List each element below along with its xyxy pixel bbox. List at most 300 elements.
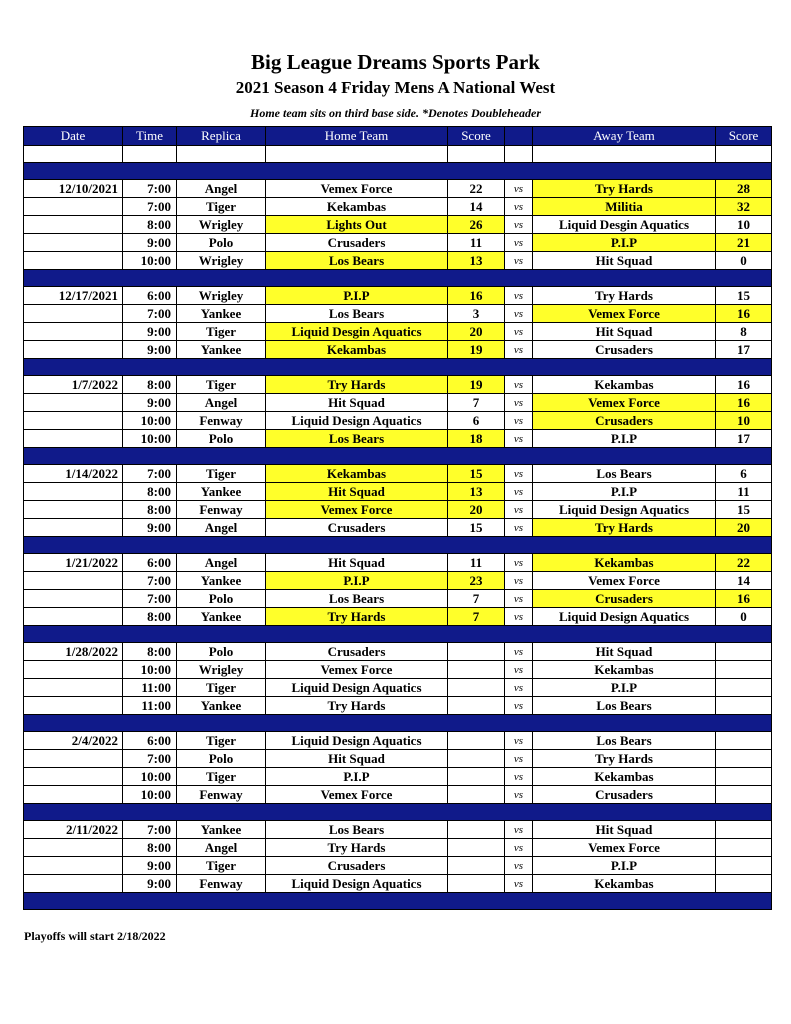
home-team: Liquid Design Aquatics xyxy=(266,732,448,750)
vs-label: vs xyxy=(505,341,533,359)
home-team: Los Bears xyxy=(266,590,448,608)
home-score: 23 xyxy=(448,572,505,590)
game-replica: Yankee xyxy=(177,821,266,839)
game-replica: Yankee xyxy=(177,483,266,501)
week-separator-row xyxy=(24,163,772,180)
week-separator xyxy=(24,893,772,910)
game-row xyxy=(24,750,772,768)
vs-label: vs xyxy=(505,234,533,252)
game-replica: Fenway xyxy=(177,875,266,893)
away-score xyxy=(716,697,772,715)
home-team: Vemex Force xyxy=(266,180,448,198)
game-row xyxy=(24,180,772,198)
game-date xyxy=(24,839,123,857)
header-row xyxy=(24,127,772,146)
vs-label: vs xyxy=(505,483,533,501)
away-team: Try Hards xyxy=(533,750,716,768)
game-time: 7:00 xyxy=(123,590,177,608)
game-row xyxy=(24,483,772,501)
week-separator-row xyxy=(24,715,772,732)
game-date xyxy=(24,786,123,804)
home-score: 20 xyxy=(448,323,505,341)
week-separator xyxy=(24,359,772,376)
game-replica: Tiger xyxy=(177,323,266,341)
game-row xyxy=(24,394,772,412)
game-date xyxy=(24,857,123,875)
game-date xyxy=(24,305,123,323)
game-date: 1/28/2022 xyxy=(24,643,123,661)
home-score xyxy=(448,643,505,661)
game-time: 8:00 xyxy=(123,216,177,234)
week-separator xyxy=(24,537,772,554)
game-date: 1/7/2022 xyxy=(24,376,123,394)
away-score: 22 xyxy=(716,554,772,572)
game-replica: Tiger xyxy=(177,679,266,697)
home-team: Kekambas xyxy=(266,465,448,483)
vs-label: vs xyxy=(505,608,533,626)
home-score xyxy=(448,661,505,679)
home-team: Liquid Desgin Aquatics xyxy=(266,323,448,341)
away-team: Crusaders xyxy=(533,590,716,608)
away-score xyxy=(716,661,772,679)
vs-label: vs xyxy=(505,216,533,234)
home-score: 18 xyxy=(448,430,505,448)
game-time: 11:00 xyxy=(123,697,177,715)
away-score xyxy=(716,768,772,786)
game-time: 7:00 xyxy=(123,821,177,839)
game-replica: Polo xyxy=(177,643,266,661)
vs-label: vs xyxy=(505,430,533,448)
game-time: 8:00 xyxy=(123,501,177,519)
vs-label: vs xyxy=(505,180,533,198)
away-score xyxy=(716,875,772,893)
game-time: 8:00 xyxy=(123,643,177,661)
vs-label: vs xyxy=(505,287,533,305)
game-row xyxy=(24,875,772,893)
vs-label: vs xyxy=(505,394,533,412)
home-score: 20 xyxy=(448,501,505,519)
playoffs-note: Playoffs will start 2/18/2022 xyxy=(24,929,166,943)
game-time: 9:00 xyxy=(123,875,177,893)
away-score: 16 xyxy=(716,305,772,323)
away-team: Liquid Design Aquatics xyxy=(533,608,716,626)
game-date xyxy=(24,501,123,519)
col-header-date: Date xyxy=(24,127,123,146)
home-score: 15 xyxy=(448,519,505,537)
game-row xyxy=(24,287,772,305)
game-time: 8:00 xyxy=(123,839,177,857)
game-date xyxy=(24,198,123,216)
home-score: 26 xyxy=(448,216,505,234)
away-team: Crusaders xyxy=(533,412,716,430)
away-team: Vemex Force xyxy=(533,305,716,323)
game-replica: Tiger xyxy=(177,768,266,786)
col-header-away-score: Score xyxy=(716,127,772,146)
vs-label: vs xyxy=(505,376,533,394)
game-date xyxy=(24,750,123,768)
away-score: 16 xyxy=(716,590,772,608)
away-score xyxy=(716,679,772,697)
home-score: 11 xyxy=(448,234,505,252)
game-row xyxy=(24,234,772,252)
game-time: 10:00 xyxy=(123,661,177,679)
away-team: Vemex Force xyxy=(533,839,716,857)
home-score: 19 xyxy=(448,341,505,359)
away-team: Hit Squad xyxy=(533,643,716,661)
vs-label: vs xyxy=(505,768,533,786)
home-team: Vemex Force xyxy=(266,661,448,679)
away-team: Hit Squad xyxy=(533,821,716,839)
blank-cell xyxy=(505,146,533,163)
game-date xyxy=(24,252,123,270)
vs-label: vs xyxy=(505,519,533,537)
game-replica: Yankee xyxy=(177,608,266,626)
home-score xyxy=(448,768,505,786)
vs-label: vs xyxy=(505,839,533,857)
away-team: Kekambas xyxy=(533,875,716,893)
game-row xyxy=(24,732,772,750)
game-row xyxy=(24,821,772,839)
week-separator-row xyxy=(24,448,772,465)
game-time: 9:00 xyxy=(123,519,177,537)
week-separator xyxy=(24,448,772,465)
vs-label: vs xyxy=(505,572,533,590)
vs-label: vs xyxy=(505,786,533,804)
home-score: 15 xyxy=(448,465,505,483)
away-score: 15 xyxy=(716,501,772,519)
blank-cell xyxy=(266,146,448,163)
game-date xyxy=(24,234,123,252)
vs-label: vs xyxy=(505,590,533,608)
game-row xyxy=(24,305,772,323)
vs-label: vs xyxy=(505,661,533,679)
vs-label: vs xyxy=(505,198,533,216)
week-separator-row xyxy=(24,537,772,554)
game-time: 10:00 xyxy=(123,768,177,786)
game-replica: Fenway xyxy=(177,412,266,430)
home-team: Crusaders xyxy=(266,857,448,875)
game-time: 6:00 xyxy=(123,554,177,572)
game-date: 12/17/2021 xyxy=(24,287,123,305)
game-replica: Tiger xyxy=(177,857,266,875)
home-score: 7 xyxy=(448,608,505,626)
home-score xyxy=(448,697,505,715)
home-team: Lights Out xyxy=(266,216,448,234)
game-replica: Angel xyxy=(177,519,266,537)
away-score xyxy=(716,643,772,661)
game-time: 10:00 xyxy=(123,412,177,430)
away-score: 0 xyxy=(716,252,772,270)
game-date xyxy=(24,590,123,608)
blank-cell xyxy=(123,146,177,163)
vs-label: vs xyxy=(505,697,533,715)
game-date: 1/14/2022 xyxy=(24,465,123,483)
game-time: 8:00 xyxy=(123,483,177,501)
vs-label: vs xyxy=(505,554,533,572)
home-team: Vemex Force xyxy=(266,501,448,519)
away-team: P.I.P xyxy=(533,234,716,252)
week-separator xyxy=(24,270,772,287)
home-score xyxy=(448,839,505,857)
away-team: P.I.P xyxy=(533,679,716,697)
game-time: 8:00 xyxy=(123,608,177,626)
game-row xyxy=(24,465,772,483)
game-replica: Tiger xyxy=(177,732,266,750)
home-score xyxy=(448,750,505,768)
home-team: Try Hards xyxy=(266,697,448,715)
game-replica: Wrigley xyxy=(177,287,266,305)
game-replica: Angel xyxy=(177,839,266,857)
away-team: Kekambas xyxy=(533,376,716,394)
game-replica: Polo xyxy=(177,430,266,448)
game-replica: Polo xyxy=(177,234,266,252)
game-replica: Angel xyxy=(177,180,266,198)
home-score: 14 xyxy=(448,198,505,216)
away-score xyxy=(716,821,772,839)
away-score: 14 xyxy=(716,572,772,590)
game-time: 7:00 xyxy=(123,305,177,323)
week-separator xyxy=(24,163,772,180)
home-team: Los Bears xyxy=(266,430,448,448)
home-score xyxy=(448,732,505,750)
away-team: Hit Squad xyxy=(533,252,716,270)
away-team: Try Hards xyxy=(533,287,716,305)
away-team: P.I.P xyxy=(533,857,716,875)
game-time: 9:00 xyxy=(123,394,177,412)
game-row xyxy=(24,572,772,590)
schedule-table xyxy=(23,126,772,910)
game-row xyxy=(24,608,772,626)
home-score xyxy=(448,786,505,804)
col-header-away-team: Away Team xyxy=(533,127,716,146)
away-score: 28 xyxy=(716,180,772,198)
week-separator-row xyxy=(24,804,772,821)
game-time: 9:00 xyxy=(123,234,177,252)
game-row xyxy=(24,412,772,430)
game-row xyxy=(24,216,772,234)
game-replica: Polo xyxy=(177,590,266,608)
home-score: 7 xyxy=(448,394,505,412)
game-replica: Fenway xyxy=(177,786,266,804)
home-team: P.I.P xyxy=(266,768,448,786)
game-row xyxy=(24,376,772,394)
game-date: 2/4/2022 xyxy=(24,732,123,750)
col-header-home-team: Home Team xyxy=(266,127,448,146)
home-score: 13 xyxy=(448,483,505,501)
home-score xyxy=(448,679,505,697)
away-team: Hit Squad xyxy=(533,323,716,341)
week-separator xyxy=(24,715,772,732)
blank-cell xyxy=(448,146,505,163)
game-replica: Wrigley xyxy=(177,661,266,679)
game-time: 6:00 xyxy=(123,732,177,750)
home-score: 7 xyxy=(448,590,505,608)
game-row xyxy=(24,786,772,804)
home-team: Los Bears xyxy=(266,305,448,323)
home-team: Hit Squad xyxy=(266,750,448,768)
game-row xyxy=(24,430,772,448)
away-score: 16 xyxy=(716,376,772,394)
away-team: Liquid Design Aquatics xyxy=(533,501,716,519)
vs-label: vs xyxy=(505,305,533,323)
away-score: 17 xyxy=(716,430,772,448)
game-replica: Fenway xyxy=(177,501,266,519)
game-time: 10:00 xyxy=(123,786,177,804)
game-row xyxy=(24,768,772,786)
away-score: 10 xyxy=(716,216,772,234)
home-team: Crusaders xyxy=(266,643,448,661)
season-subtitle: 2021 Season 4 Friday Mens A National West xyxy=(235,78,556,97)
game-date xyxy=(24,412,123,430)
away-team: Crusaders xyxy=(533,341,716,359)
away-score: 0 xyxy=(716,608,772,626)
away-score: 16 xyxy=(716,394,772,412)
game-date xyxy=(24,875,123,893)
home-score xyxy=(448,821,505,839)
home-score: 11 xyxy=(448,554,505,572)
game-date: 1/21/2022 xyxy=(24,554,123,572)
vs-label: vs xyxy=(505,501,533,519)
schedule-body xyxy=(24,146,772,910)
away-team: Vemex Force xyxy=(533,572,716,590)
game-replica: Tiger xyxy=(177,465,266,483)
game-replica: Tiger xyxy=(177,376,266,394)
home-score: 19 xyxy=(448,376,505,394)
home-team: Liquid Design Aquatics xyxy=(266,412,448,430)
away-team: P.I.P xyxy=(533,483,716,501)
blank-row xyxy=(24,146,772,163)
home-team: Vemex Force xyxy=(266,786,448,804)
home-team: Liquid Design Aquatics xyxy=(266,679,448,697)
game-replica: Yankee xyxy=(177,341,266,359)
home-team: Hit Squad xyxy=(266,394,448,412)
away-score: 15 xyxy=(716,287,772,305)
away-team: Militia xyxy=(533,198,716,216)
vs-label: vs xyxy=(505,857,533,875)
away-score xyxy=(716,750,772,768)
away-team: Kekambas xyxy=(533,554,716,572)
away-team: Liquid Desgin Aquatics xyxy=(533,216,716,234)
vs-label: vs xyxy=(505,252,533,270)
vs-label: vs xyxy=(505,679,533,697)
game-time: 7:00 xyxy=(123,180,177,198)
game-row xyxy=(24,323,772,341)
away-score: 8 xyxy=(716,323,772,341)
game-replica: Polo xyxy=(177,750,266,768)
game-time: 9:00 xyxy=(123,857,177,875)
away-score xyxy=(716,786,772,804)
away-team: Crusaders xyxy=(533,786,716,804)
game-date xyxy=(24,216,123,234)
away-score: 6 xyxy=(716,465,772,483)
vs-label: vs xyxy=(505,732,533,750)
home-team: Try Hards xyxy=(266,839,448,857)
blank-cell xyxy=(533,146,716,163)
home-team: Los Bears xyxy=(266,252,448,270)
away-score: 10 xyxy=(716,412,772,430)
game-date: 2/11/2022 xyxy=(24,821,123,839)
week-separator xyxy=(24,626,772,643)
game-date xyxy=(24,768,123,786)
game-row xyxy=(24,697,772,715)
home-score: 13 xyxy=(448,252,505,270)
game-row xyxy=(24,519,772,537)
game-time: 9:00 xyxy=(123,323,177,341)
game-time: 6:00 xyxy=(123,287,177,305)
home-team: Liquid Design Aquatics xyxy=(266,875,448,893)
home-team: Hit Squad xyxy=(266,554,448,572)
away-team: Try Hards xyxy=(533,180,716,198)
away-score: 11 xyxy=(716,483,772,501)
home-team: Hit Squad xyxy=(266,483,448,501)
game-replica: Angel xyxy=(177,394,266,412)
week-separator-row xyxy=(24,359,772,376)
game-replica: Yankee xyxy=(177,572,266,590)
game-date xyxy=(24,394,123,412)
game-row xyxy=(24,198,772,216)
game-row xyxy=(24,590,772,608)
home-score xyxy=(448,857,505,875)
page-title: Big League Dreams Sports Park xyxy=(251,50,540,74)
blank-cell xyxy=(24,146,123,163)
away-team: Los Bears xyxy=(533,697,716,715)
home-team: Kekambas xyxy=(266,198,448,216)
home-team: P.I.P xyxy=(266,572,448,590)
game-date xyxy=(24,323,123,341)
vs-label: vs xyxy=(505,875,533,893)
col-header-time: Time xyxy=(123,127,177,146)
vs-label: vs xyxy=(505,750,533,768)
game-time: 10:00 xyxy=(123,252,177,270)
home-team: Crusaders xyxy=(266,519,448,537)
game-date xyxy=(24,608,123,626)
away-score xyxy=(716,857,772,875)
game-time: 11:00 xyxy=(123,679,177,697)
game-time: 9:00 xyxy=(123,341,177,359)
game-time: 7:00 xyxy=(123,465,177,483)
away-team: Los Bears xyxy=(533,465,716,483)
home-score: 6 xyxy=(448,412,505,430)
game-date xyxy=(24,572,123,590)
game-row xyxy=(24,341,772,359)
col-header-replica: Replica xyxy=(177,127,266,146)
week-separator-row xyxy=(24,893,772,910)
away-team: Kekambas xyxy=(533,768,716,786)
game-time: 10:00 xyxy=(123,430,177,448)
home-team: P.I.P xyxy=(266,287,448,305)
game-date xyxy=(24,430,123,448)
game-time: 8:00 xyxy=(123,376,177,394)
col-header-home-score: Score xyxy=(448,127,505,146)
away-team: Los Bears xyxy=(533,732,716,750)
game-date xyxy=(24,679,123,697)
home-score: 3 xyxy=(448,305,505,323)
away-score: 20 xyxy=(716,519,772,537)
vs-label: vs xyxy=(505,465,533,483)
home-team-note: Home team sits on third base side. *Denotes Doubleheader xyxy=(250,106,541,120)
game-row xyxy=(24,501,772,519)
away-score xyxy=(716,839,772,857)
game-replica: Yankee xyxy=(177,697,266,715)
game-time: 7:00 xyxy=(123,198,177,216)
vs-label: vs xyxy=(505,412,533,430)
away-team: P.I.P xyxy=(533,430,716,448)
game-replica: Tiger xyxy=(177,198,266,216)
week-separator-row xyxy=(24,626,772,643)
blank-cell xyxy=(177,146,266,163)
home-team: Crusaders xyxy=(266,234,448,252)
game-replica: Angel xyxy=(177,554,266,572)
